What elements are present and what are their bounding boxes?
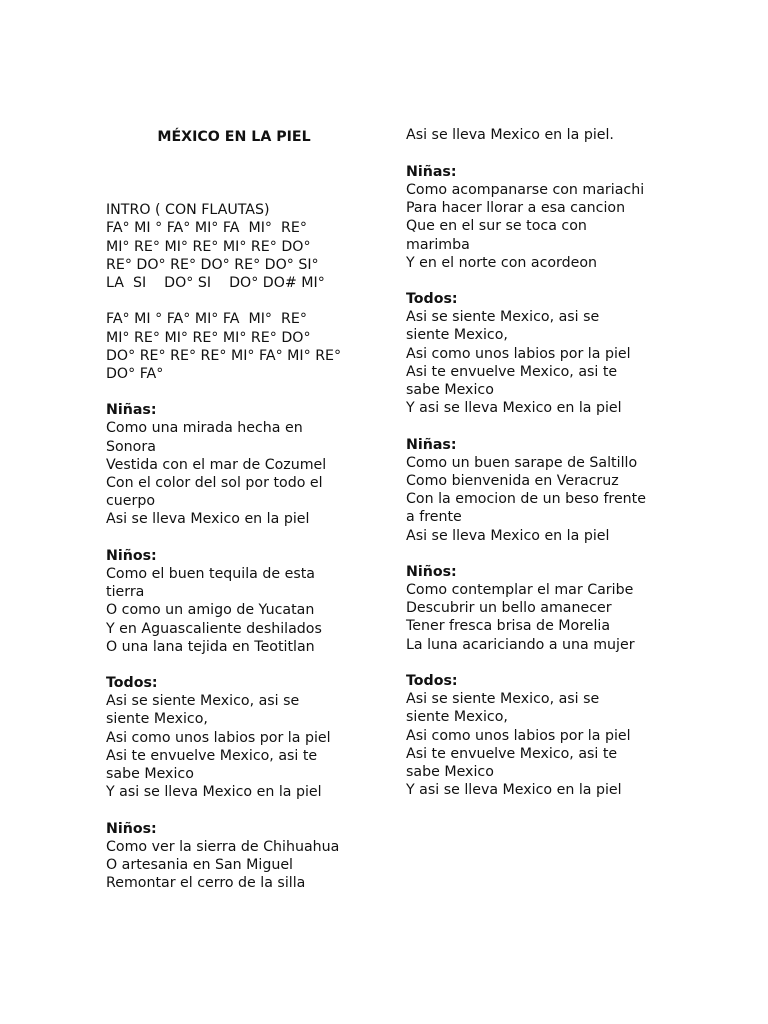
lyric-line: Asi te envuelve Mexico, asi te xyxy=(406,745,618,762)
lyric-section xyxy=(106,401,376,528)
lyric-section xyxy=(406,672,706,799)
lyric-line: siente Mexico, xyxy=(106,711,208,728)
lyric-line: Vestida con el mar de Cozumel xyxy=(106,456,327,473)
lyric-line: Asi te envuelve Mexico, asi te xyxy=(406,363,618,380)
lyric-line: Como una mirada hecha en xyxy=(106,420,303,437)
lyric-line: Asi se siente Mexico, asi se xyxy=(406,309,600,326)
lyric-line: Asi se lleva Mexico en la piel xyxy=(106,511,310,528)
lyric-line: Como bienvenida en Veracruz xyxy=(406,472,619,489)
lyric-line: Asi se lleva Mexico en la piel xyxy=(406,527,610,544)
lyric-line: siente Mexico, xyxy=(406,709,508,726)
lyric-section xyxy=(106,547,376,656)
lyric-line: Como contemplar el mar Caribe xyxy=(406,582,634,599)
lyric-line: Asi se lleva Mexico en la piel. xyxy=(406,127,614,144)
lyric-line: LA SI DO° SI DO° DO# MI° xyxy=(106,274,325,291)
lyric-line: marimba xyxy=(406,236,470,253)
lyric-line: Asi como unos labios por la piel xyxy=(106,729,331,746)
lyric-line: Y en Aguascaliente deshilados xyxy=(106,620,322,637)
lyric-line: DO° FA° xyxy=(106,365,164,382)
intro-section xyxy=(106,201,376,292)
section-heading: Niñas: xyxy=(406,163,457,180)
lyric-line: siente Mexico, xyxy=(406,327,508,344)
left-column-blocks xyxy=(106,201,376,892)
lyric-line: Asi como unos labios por la piel xyxy=(406,345,631,362)
lyric-section xyxy=(406,290,706,417)
section-heading: Todos: xyxy=(406,291,458,308)
section-heading: Niños: xyxy=(106,547,157,564)
lyric-line: Tener fresca brisa de Morelia xyxy=(406,618,611,635)
right-column xyxy=(406,90,706,854)
lyric-line: INTRO ( CON FLAUTAS) xyxy=(106,202,270,219)
lyric-section xyxy=(406,436,706,545)
lyric-section xyxy=(406,163,706,272)
lyric-line: Con el color del sol por todo el xyxy=(106,475,323,492)
left-column xyxy=(106,90,376,947)
section-heading: Niñas: xyxy=(106,402,157,419)
lyric-line: O como un amigo de Yucatan xyxy=(106,602,315,619)
lyric-line: Asi se siente Mexico, asi se xyxy=(406,691,600,708)
lyric-line: Que en el sur se toca con xyxy=(406,218,587,235)
lyric-line: Como el buen tequila de esta xyxy=(106,565,316,582)
lyric-line: MI° RE° MI° RE° MI° RE° DO° xyxy=(106,238,311,255)
lyric-section xyxy=(106,820,376,893)
page-title: MÉXICO EN LA PIEL xyxy=(157,129,311,146)
lyric-line: Y en el norte con acordeon xyxy=(406,254,598,271)
lyric-line: Remontar el cerro de la silla xyxy=(106,875,306,892)
lyric-line: FA° MI ° FA° MI° FA MI° RE° xyxy=(106,220,307,237)
lyric-line: a frente xyxy=(406,509,462,526)
lyric-line: O artesania en San Miguel xyxy=(106,856,294,873)
lyric-line: O una lana tejida en Teotitlan xyxy=(106,638,315,655)
section-heading: Todos: xyxy=(106,675,158,692)
lyric-line: Asi se siente Mexico, asi se xyxy=(106,693,300,710)
lyric-line: Como acompanarse con mariachi xyxy=(406,181,645,198)
lyric-line: Para hacer llorar a esa cancion xyxy=(406,200,626,217)
section-heading: Todos: xyxy=(406,673,458,690)
lyric-line: FA° MI ° FA° MI° FA MI° RE° xyxy=(106,311,307,328)
right-column-blocks xyxy=(406,126,706,799)
lyric-line: sabe Mexico xyxy=(106,766,194,783)
section-heading: Niñas: xyxy=(406,436,457,453)
lyric-line: sabe Mexico xyxy=(406,382,494,399)
lyric-line: tierra xyxy=(106,584,145,601)
lyric-line: Y asi se lleva Mexico en la piel xyxy=(406,400,622,417)
lyric-line: DO° RE° RE° RE° MI° FA° MI° RE° xyxy=(106,347,342,364)
lyric-line: Sonora xyxy=(106,438,156,455)
section-heading: Niños: xyxy=(406,563,457,580)
lyric-line: Y asi se lleva Mexico en la piel xyxy=(406,782,622,799)
intro-section xyxy=(406,126,706,144)
lyric-line: RE° DO° RE° DO° RE° DO° SI° xyxy=(106,256,319,273)
lyric-line: Asi como unos labios por la piel xyxy=(406,727,631,744)
lyric-line: Como ver la sierra de Chihuahua xyxy=(106,838,340,855)
lyric-line: MI° RE° MI° RE° MI° RE° DO° xyxy=(106,329,311,346)
lyric-line: cuerpo xyxy=(106,493,156,510)
intro-section xyxy=(106,310,376,383)
lyric-line: sabe Mexico xyxy=(406,763,494,780)
lyric-section xyxy=(406,563,706,654)
lyric-line: La luna acariciando a una mujer xyxy=(406,636,635,653)
lyric-line: Y asi se lleva Mexico en la piel xyxy=(106,784,322,801)
lyric-section xyxy=(106,674,376,801)
lyric-line: Descubrir un bello amanecer xyxy=(406,600,612,617)
lyric-line: Con la emocion de un beso frente xyxy=(406,491,646,508)
section-heading: Niños: xyxy=(106,820,157,837)
lyric-line: Como un buen sarape de Saltillo xyxy=(406,454,638,471)
lyric-line: Asi te envuelve Mexico, asi te xyxy=(106,747,318,764)
